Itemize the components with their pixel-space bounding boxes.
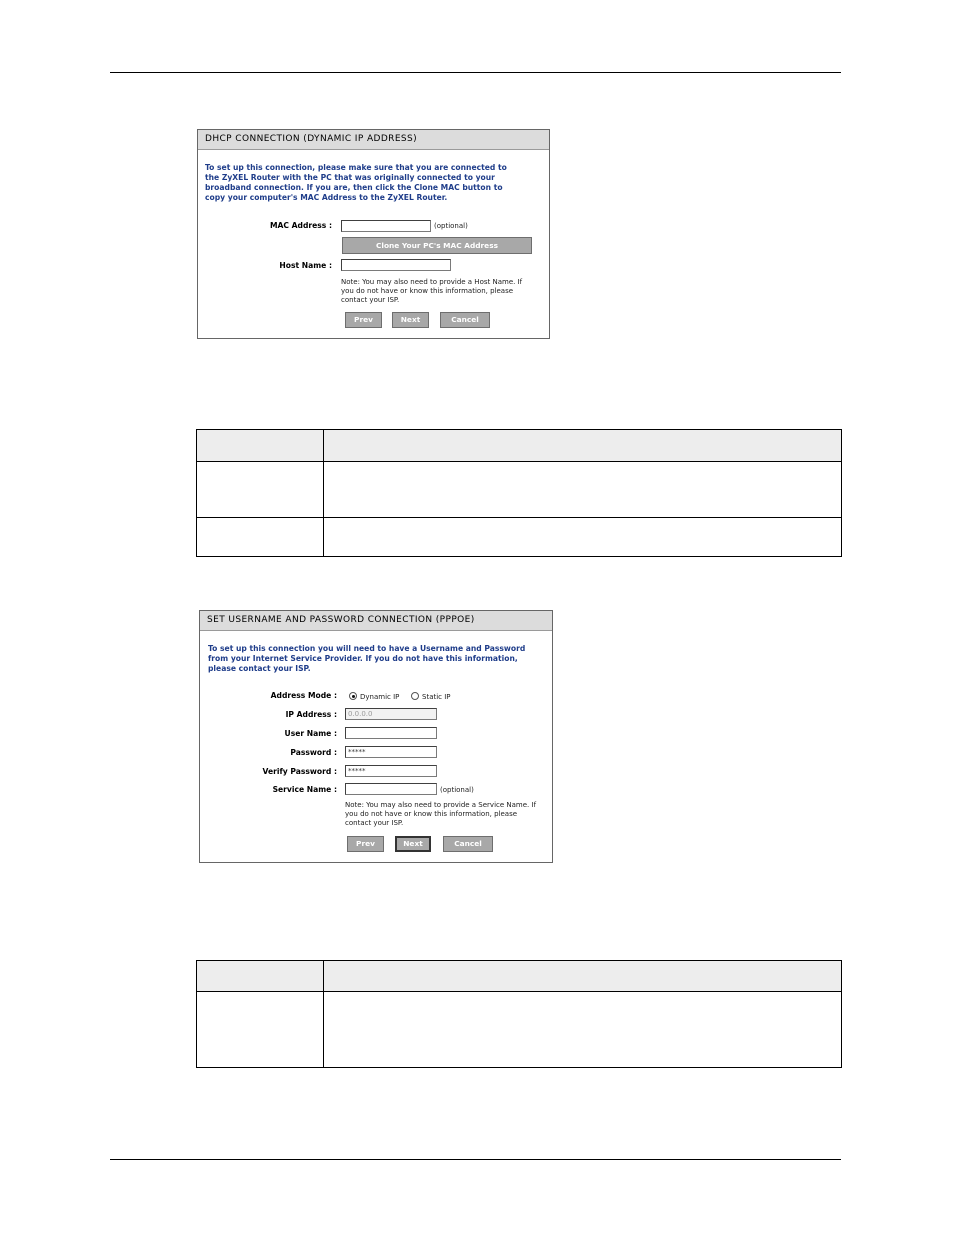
password-label: Password : [290,748,337,757]
table-header-row [197,961,841,991]
host-name-input[interactable] [341,259,451,271]
pppoe-fields-table [196,960,842,1068]
service-name-label: Service Name : [272,785,337,794]
service-optional-hint: (optional) [440,786,474,794]
table-row [197,992,841,1067]
pppoe-cancel-button[interactable]: Cancel [443,836,493,852]
dhcp-note-text: Note: You may also need to provide a Host Name. If you do not have or know this information, please contact your ISP. [341,278,523,304]
dhcp-next-button[interactable]: Next [392,312,429,328]
pppoe-next-button[interactable]: Next [395,836,431,852]
static-ip-radio[interactable] [411,692,419,700]
header-rule [110,72,841,73]
table-row [197,462,841,517]
footer-rule [110,1159,841,1160]
dhcp-prev-button[interactable]: Prev [345,312,382,328]
dhcp-cancel-button[interactable]: Cancel [440,312,490,328]
pppoe-intro-text: To set up this connection you will need to have a Username and Password from your Internet Service Provider. If you do not have this information, please contact your ISP. [208,644,526,673]
pppoe-connection-panel [199,610,553,863]
verify-password-label: Verify Password : [262,767,337,776]
dynamic-ip-radio[interactable] [349,692,357,700]
dynamic-ip-label: Dynamic IP [360,693,400,701]
verify-password-input[interactable]: ***** [345,765,437,777]
pppoe-note-text: Note: You may also need to provide a Service Name. If you do not have or know this information, please contact your ISP. [345,801,537,827]
ip-address-label: IP Address : [285,710,337,719]
dhcp-connection-panel [197,129,550,339]
address-mode-label: Address Mode : [270,691,337,700]
pppoe-prev-button[interactable]: Prev [347,836,384,852]
static-ip-label: Static IP [422,693,451,701]
mac-address-input[interactable] [341,220,431,232]
ip-address-input[interactable]: 0.0.0.0 [345,708,437,720]
table-header-row [197,430,841,461]
dhcp-fields-table [196,429,842,557]
user-name-input[interactable] [345,727,437,739]
clone-mac-button[interactable]: Clone Your PC's MAC Address [342,237,532,254]
mac-optional-hint: (optional) [434,222,468,230]
dhcp-intro-text: To set up this connection, please make sure that you are connected to the ZyXEL Router with the PC that was originally connected to your broadband connection. If you are, then click the Clone MAC button to copy your computer's MAC Address to the ZyXEL Router. [205,163,507,202]
service-name-input[interactable] [345,783,437,795]
pppoe-panel-title: SET USERNAME AND PASSWORD CONNECTION (PPPOE) [200,611,552,631]
host-name-label: Host Name : [279,261,332,270]
table-row [197,518,841,556]
dhcp-panel-title: DHCP CONNECTION (DYNAMIC IP ADDRESS) [198,130,549,150]
user-name-label: User Name : [284,729,337,738]
mac-address-label: MAC Address : [269,221,332,230]
password-input[interactable]: ***** [345,746,437,758]
